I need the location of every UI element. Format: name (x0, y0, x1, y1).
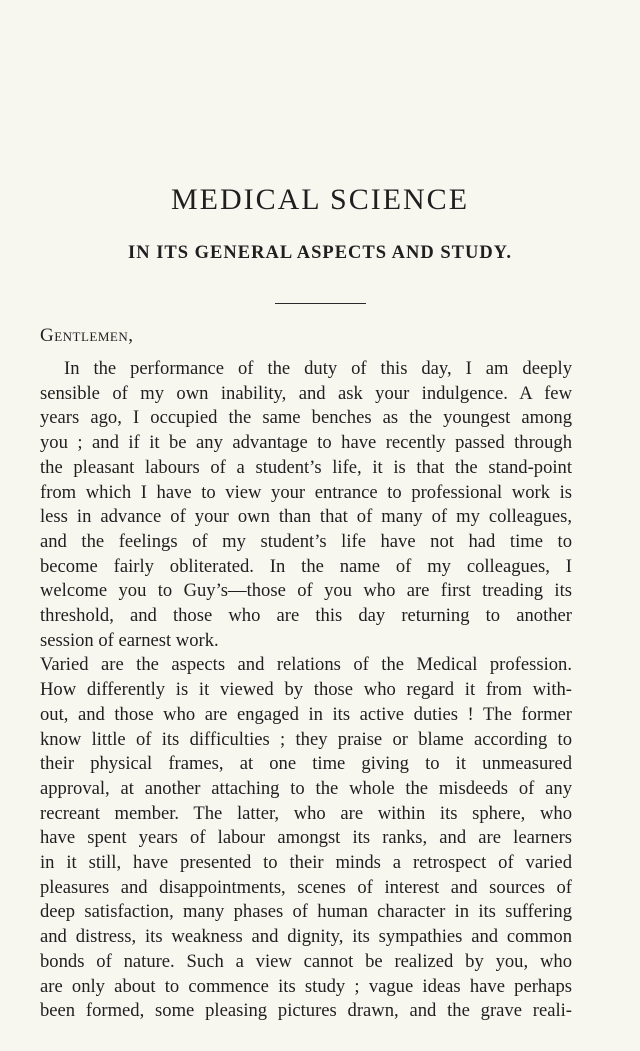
text-line: years ago, I occupied the same benches as the youngest among (40, 407, 572, 429)
body-text (40, 357, 572, 1024)
text-line: recreant member. The latter, who are within its sphere, who (40, 802, 572, 824)
text-line: sensible of my own inability, and ask your indulgence. A few (40, 382, 572, 404)
text-line: threshold, and those who are this day returning to another (40, 605, 572, 627)
text-line: are only about to commence its study ; vague ideas have perhaps (40, 975, 572, 997)
text-line: In the performance of the duty of this day, I am deeply (64, 358, 572, 379)
text-line: Varied are the aspects and relations of the Medical profession. (40, 654, 572, 676)
page-title: MEDICAL SCIENCE (170, 183, 470, 216)
text-line: out, and those who are engaged in its active duties ! The former (40, 703, 572, 725)
text-line: and distress, its weakness and dignity, its sympathies and common (40, 926, 572, 948)
salutation-text: Gentlemen, (40, 325, 134, 346)
text-line: from which I have to view your entrance to professional work is (40, 481, 572, 503)
text-line: been formed, some pleasing pictures drawn, and the grave reali- (40, 1000, 572, 1022)
text-line: less in advance of your own than that of many of my colleagues, (40, 506, 572, 528)
text-line: pleasures and disappointments, scenes of interest and sources of (40, 876, 572, 898)
text-line: their physical frames, at one time giving to it unmeasured (40, 753, 572, 775)
text-line: bonds of nature. Such a view cannot be realized by you, who (40, 950, 572, 972)
text-line: have spent years of labour amongst its ranks, and are learners (40, 827, 572, 849)
text-line: session of earnest work. (40, 629, 219, 651)
text-line: welcome you to Guy’s—those of you who are first treading its (40, 580, 572, 602)
text-line: approval, at another attaching to the whole the misdeeds of any (40, 777, 572, 799)
text-line: become fairly obliterated. In the name of my colleagues, I (40, 555, 572, 577)
text-line: the pleasant labours of a student’s life, it is that the stand-point (40, 456, 572, 478)
text-line: How differently is it viewed by those who regard it from with- (40, 679, 572, 701)
text-line: you ; and if it be any advantage to have recently passed through (40, 432, 572, 454)
text-line: in it still, have presented to their minds a retrospect of varied (40, 852, 572, 874)
divider-rule (275, 303, 366, 304)
text-line: know little of its difficulties ; they praise or blame according to (40, 728, 572, 750)
salutation (40, 325, 134, 347)
text-line: and the feelings of my student’s life have not had time to (40, 530, 572, 552)
text-line: deep satisfaction, many phases of human character in its suffering (40, 901, 572, 923)
page-subtitle: IN ITS GENERAL ASPECTS AND STUDY. (128, 243, 512, 263)
